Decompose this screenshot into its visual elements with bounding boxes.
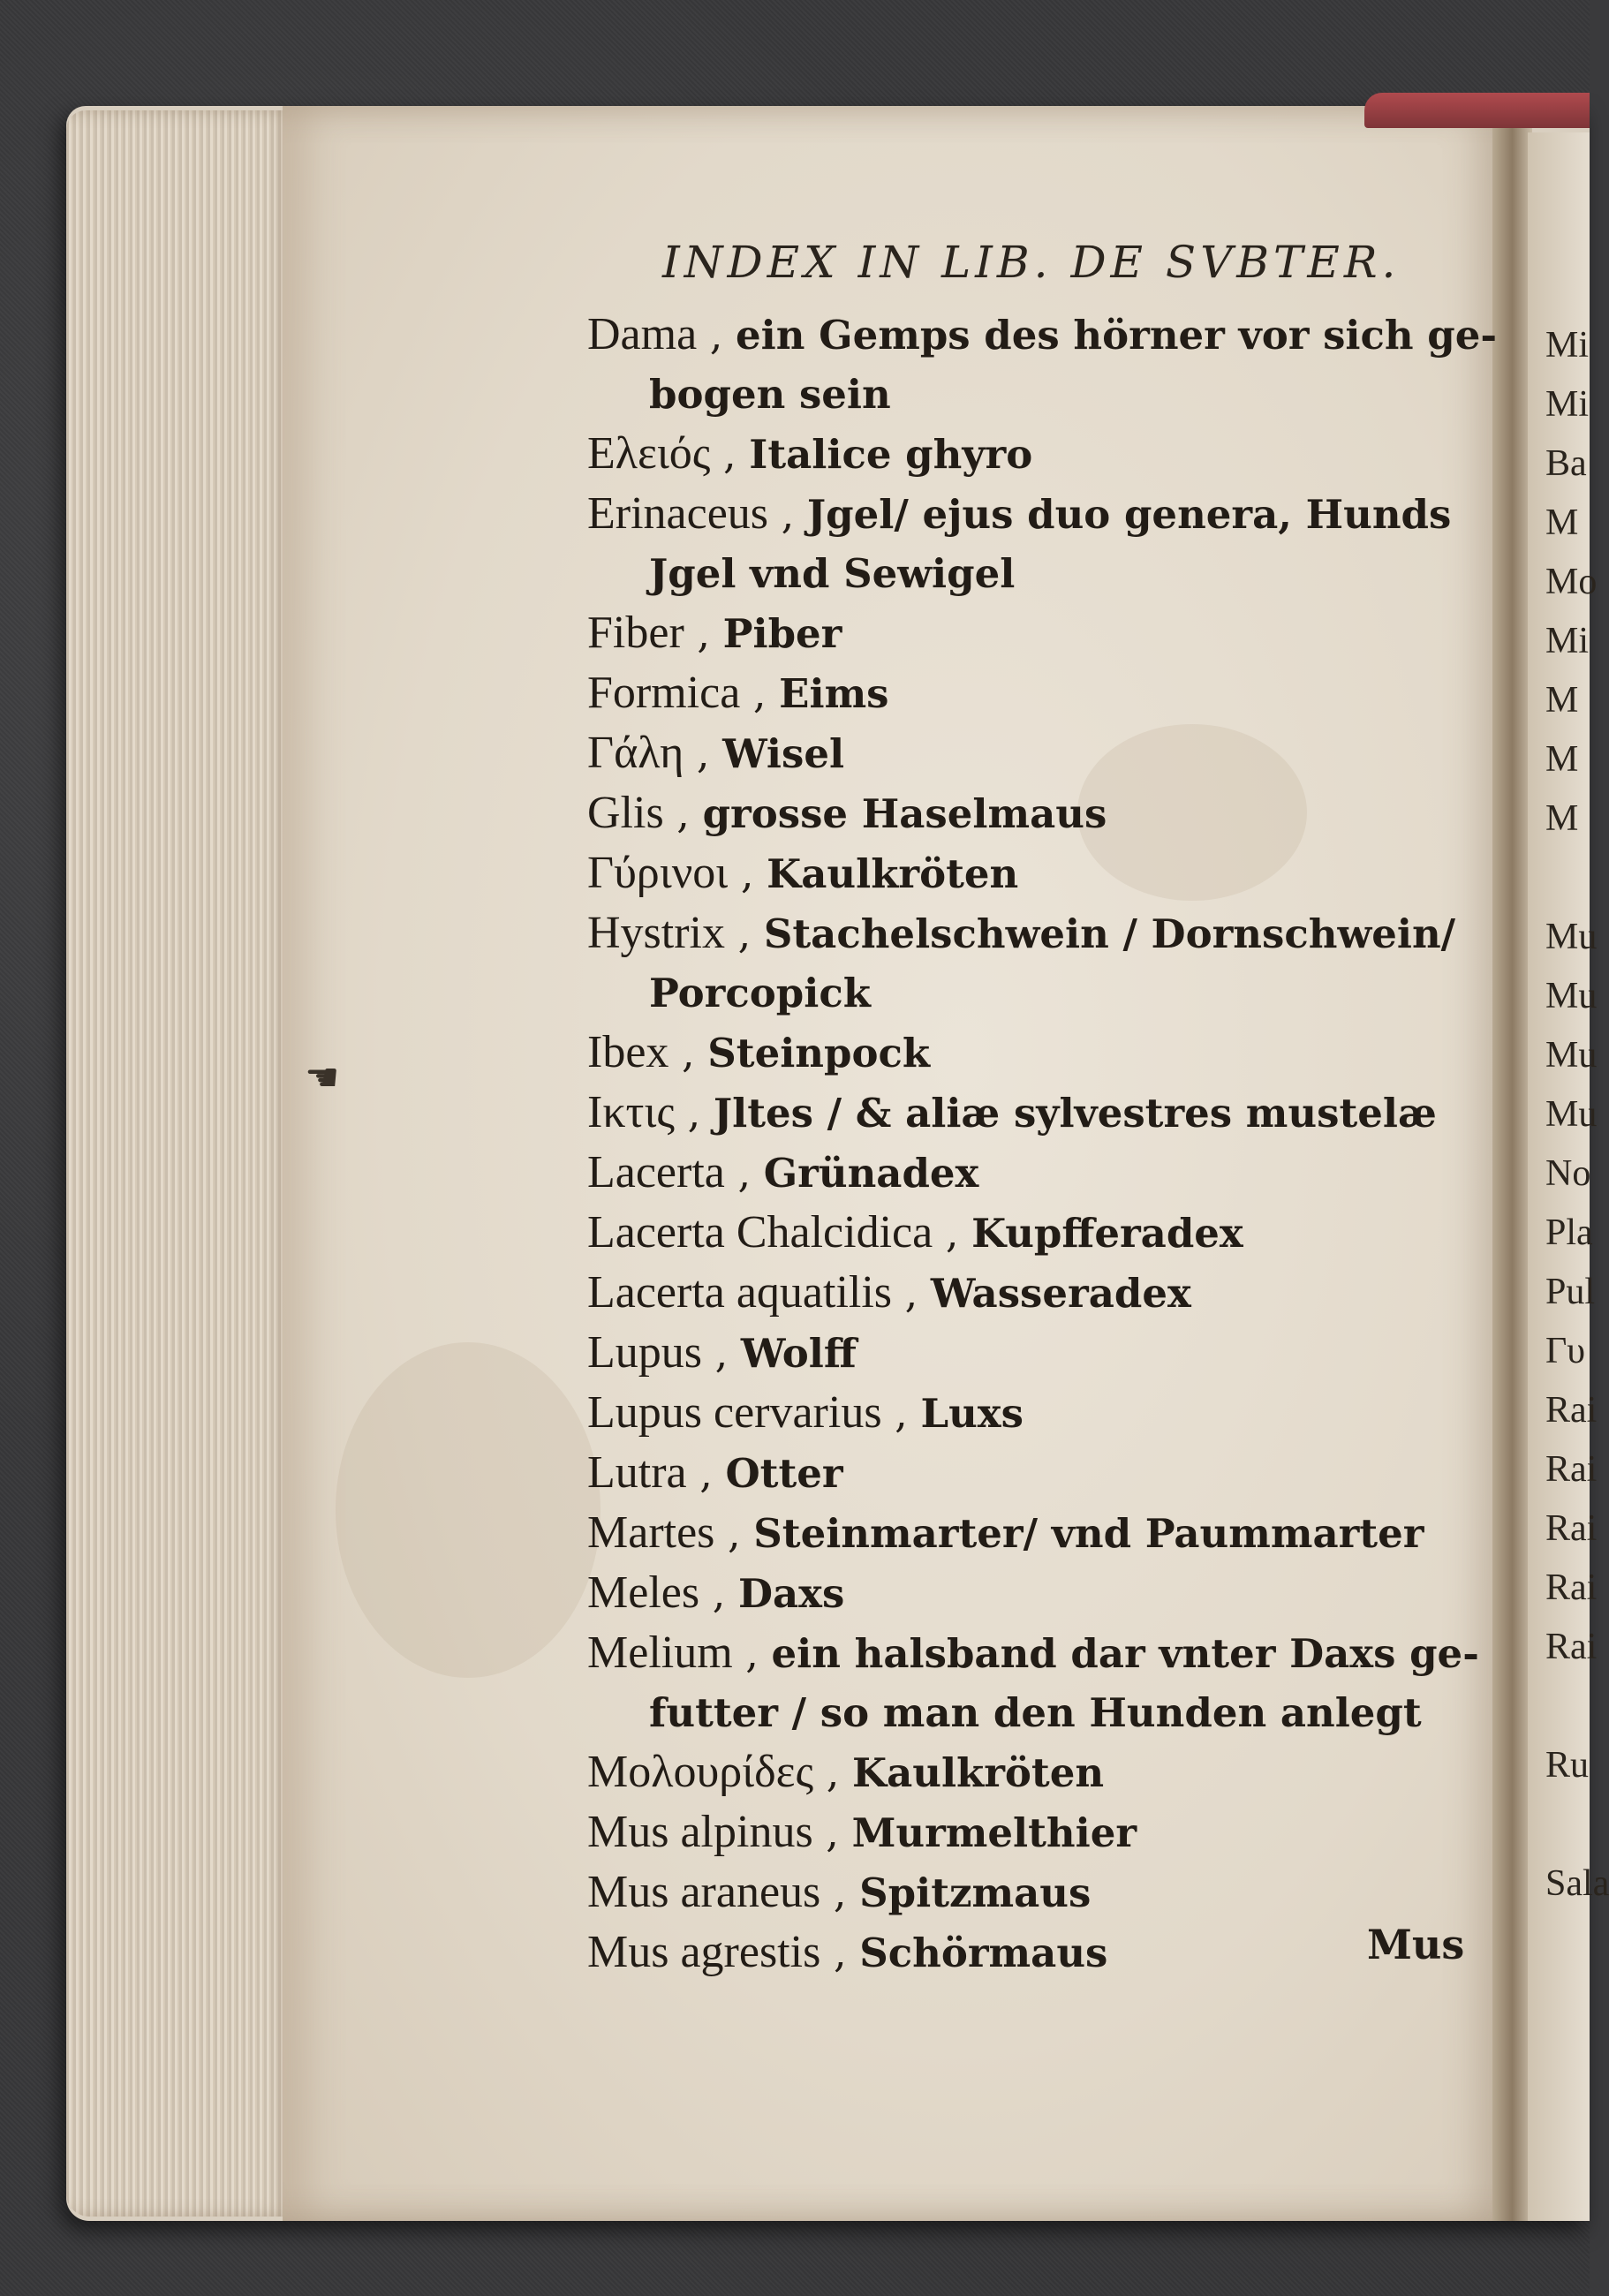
index-entry bbox=[587, 1862, 1462, 1922]
entry-continuation: bogen sein bbox=[649, 371, 891, 418]
entry-german: Schörmaus bbox=[859, 1930, 1108, 1976]
right-page-fragment bbox=[1545, 1677, 1590, 1736]
entry-separator: , bbox=[675, 1089, 714, 1137]
entry-separator: , bbox=[684, 609, 723, 657]
entry-latin: Mus araneus bbox=[587, 1867, 821, 1917]
right-page-fragment: Rai bbox=[1545, 1508, 1598, 1549]
entry-separator: , bbox=[933, 1209, 972, 1257]
entry-latin: Hystrix bbox=[587, 908, 725, 958]
entry-latin: Lupus cervarius bbox=[587, 1387, 882, 1438]
entry-separator: , bbox=[820, 1869, 860, 1916]
entry-german: Spitzmaus bbox=[859, 1869, 1092, 1916]
entry-separator: , bbox=[699, 1569, 738, 1617]
entry-separator: , bbox=[684, 729, 723, 777]
entry-latin: Ικτις bbox=[587, 1087, 675, 1137]
entry-separator: , bbox=[740, 669, 780, 717]
right-page-fragments bbox=[1545, 316, 1609, 1914]
right-page-fragment: Pla bbox=[1545, 1212, 1593, 1253]
index-entry bbox=[587, 1563, 1462, 1623]
entry-german: Eims bbox=[779, 670, 889, 717]
right-page-fragment: Mi bbox=[1545, 325, 1590, 366]
right-page-fragment: Mo bbox=[1545, 562, 1598, 602]
index-entry bbox=[587, 1203, 1462, 1263]
entry-german: Steinpock bbox=[707, 1030, 931, 1076]
entry-latin: Ibex bbox=[587, 1027, 669, 1077]
index-entry bbox=[587, 1921, 1465, 1983]
entry-latin: Formica bbox=[587, 668, 741, 718]
entry-german: Piber bbox=[722, 610, 842, 657]
entry-german: ein halsband dar vnter Daxs ge- bbox=[771, 1630, 1479, 1677]
entry-latin: Γάλη bbox=[587, 728, 684, 778]
index-entry bbox=[587, 1323, 1462, 1383]
binding-edge bbox=[1364, 93, 1590, 128]
entry-latin: Glis bbox=[587, 788, 664, 838]
entry-separator: , bbox=[686, 1449, 726, 1497]
entry-german: Grünadex bbox=[763, 1150, 979, 1197]
right-page-fragment bbox=[1545, 849, 1590, 908]
index-entry bbox=[587, 1443, 1462, 1503]
right-page-fragment: Mu bbox=[1545, 976, 1598, 1016]
index-entry bbox=[587, 1023, 1462, 1083]
right-page-fragment: M bbox=[1545, 739, 1579, 780]
right-page-fragment: Ru bbox=[1545, 1745, 1590, 1786]
entry-german: Otter bbox=[725, 1450, 843, 1497]
right-page-fragment: Sala bbox=[1545, 1863, 1609, 1904]
right-page-fragment: Rai bbox=[1545, 1449, 1598, 1490]
entry-latin: Melium bbox=[587, 1628, 733, 1678]
entry-separator: , bbox=[732, 1629, 772, 1677]
right-page-fragment: M bbox=[1545, 502, 1579, 543]
entry-separator: , bbox=[710, 430, 750, 478]
right-page-fragment: Mu bbox=[1545, 1035, 1598, 1076]
entry-latin: Mus alpinus bbox=[587, 1807, 813, 1857]
entry-german: Kupfferadex bbox=[971, 1210, 1243, 1257]
right-page-fragment: M bbox=[1545, 680, 1579, 721]
entry-separator: , bbox=[663, 789, 703, 837]
entry-latin: Lutra bbox=[587, 1447, 687, 1498]
entry-separator: , bbox=[728, 850, 767, 897]
entry-separator: , bbox=[768, 490, 807, 538]
entry-separator: , bbox=[725, 910, 764, 957]
page-edges bbox=[66, 110, 296, 2217]
entry-separator: , bbox=[697, 311, 737, 359]
index-entry bbox=[587, 1083, 1462, 1143]
index-entries bbox=[587, 305, 1498, 1983]
pointing-hand-icon: ☚ bbox=[305, 1055, 340, 1100]
right-page-fragment: Rai bbox=[1545, 1627, 1598, 1667]
right-page-fragment: Mu bbox=[1545, 917, 1598, 957]
entry-continuation: Porcopick bbox=[649, 970, 871, 1016]
index-entry bbox=[587, 663, 1462, 723]
right-page-fragment: Mi bbox=[1545, 621, 1590, 661]
entry-german: Kaulkröten bbox=[767, 850, 1019, 897]
entry-latin: Meles bbox=[587, 1567, 700, 1618]
index-entry bbox=[587, 1503, 1462, 1563]
index-entry bbox=[587, 603, 1462, 663]
entry-separator: , bbox=[820, 1929, 860, 1976]
index-entry bbox=[587, 1742, 1462, 1802]
entry-german: Wasseradex bbox=[930, 1270, 1191, 1317]
index-entry bbox=[587, 903, 1462, 1023]
right-page-fragment: Γυ bbox=[1545, 1331, 1586, 1371]
entry-separator: , bbox=[669, 1029, 708, 1076]
entry-latin: Lacerta bbox=[587, 1147, 725, 1197]
entry-continuation: Jgel vnd Sewigel bbox=[649, 550, 1016, 597]
right-page-fragment: Mi bbox=[1545, 384, 1590, 425]
index-entry bbox=[587, 305, 1498, 424]
index-entry bbox=[587, 1383, 1462, 1443]
entry-separator: , bbox=[812, 1809, 852, 1856]
entry-german: Steinmarter/ vnd Paummarter bbox=[753, 1510, 1424, 1557]
entry-german: Daxs bbox=[737, 1570, 845, 1617]
entry-german: Jgel/ ejus duo genera, Hunds bbox=[806, 491, 1452, 538]
right-page-fragment: Rai bbox=[1545, 1390, 1598, 1431]
right-page-fragment: Mu bbox=[1545, 1094, 1598, 1135]
entry-german: Italice ghyro bbox=[749, 431, 1033, 478]
entry-latin: Lupus bbox=[587, 1327, 702, 1378]
entry-german: Kaulkröten bbox=[851, 1749, 1105, 1796]
index-entry bbox=[587, 1623, 1479, 1742]
index-entry bbox=[587, 783, 1462, 843]
running-title: INDEX IN LIB. DE SVBTER. bbox=[662, 237, 1401, 288]
entry-separator: , bbox=[714, 1509, 754, 1557]
entry-latin: Fiber bbox=[587, 608, 684, 658]
entry-german: Wolff bbox=[740, 1330, 857, 1377]
entry-german: Stachelschwein / Dornschwein/ bbox=[763, 910, 1456, 957]
entry-latin: Μολουρίδες bbox=[587, 1747, 814, 1797]
entry-german: ein Gemps des hörner vor sich ge- bbox=[736, 312, 1498, 359]
index-entry bbox=[587, 723, 1462, 783]
index-entry bbox=[587, 1802, 1462, 1862]
entry-german: Jltes / & aliæ sylvestres mustelæ bbox=[713, 1090, 1437, 1137]
paper-stain bbox=[336, 1342, 601, 1678]
index-entry bbox=[587, 424, 1462, 484]
entry-german: Murmelthier bbox=[851, 1809, 1137, 1856]
entry-german: grosse Haselmaus bbox=[702, 790, 1107, 837]
right-page-fragment: Ba bbox=[1545, 443, 1587, 484]
entry-german: Luxs bbox=[920, 1390, 1024, 1437]
index-entry bbox=[587, 843, 1462, 903]
right-page-fragment: Rai bbox=[1545, 1567, 1598, 1608]
entry-latin: Erinaceus bbox=[587, 488, 769, 539]
entry-separator: , bbox=[702, 1329, 741, 1377]
entry-latin: Martes bbox=[587, 1507, 715, 1558]
entry-latin: Mus agrestis bbox=[587, 1927, 821, 1977]
catchword: Mus bbox=[1367, 1921, 1465, 1968]
entry-separator: , bbox=[724, 1149, 764, 1197]
book-gutter bbox=[1492, 106, 1532, 2221]
right-page-fragment bbox=[1545, 1795, 1590, 1854]
index-entry bbox=[587, 1263, 1462, 1323]
entry-separator: , bbox=[892, 1269, 931, 1317]
entry-latin: Lacerta Chalcidica bbox=[587, 1207, 933, 1258]
right-page-fragment: No bbox=[1545, 1153, 1591, 1194]
entry-latin: Γύρινοι bbox=[587, 848, 729, 898]
index-entry bbox=[587, 1143, 1462, 1203]
entry-continuation: futter / so man den Hunden anlegt bbox=[649, 1689, 1422, 1736]
entry-german: Wisel bbox=[722, 730, 845, 777]
entry-latin: Dama bbox=[587, 309, 698, 359]
right-page-fragment: M bbox=[1545, 798, 1579, 839]
index-entry bbox=[587, 484, 1462, 603]
entry-separator: , bbox=[813, 1748, 852, 1796]
entry-latin: Lacerta aquatilis bbox=[587, 1267, 893, 1318]
right-page-fragment: Pul bbox=[1545, 1272, 1596, 1312]
entry-latin: Ελειός bbox=[587, 428, 711, 479]
entry-separator: , bbox=[881, 1389, 921, 1437]
